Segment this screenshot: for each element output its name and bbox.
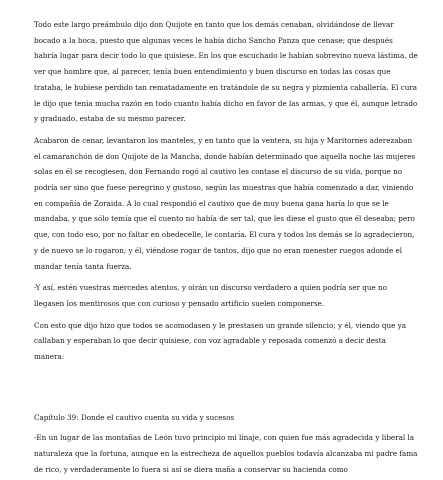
- paragraph-1: Todo este largo preámbulo dijo don Quijote en tanto que los demás cenaban, olvidándose de llevar bocado a la boca, puesto que algunas veces le había dicho Sancho Panza que cenase; que después habría lugar para decir todo lo que quisiese. En los que escuchado le habían sobrevino nueva lástima, de ver que hombre que, al parecer, tenía buen entendimiento y buen discurso en todas las cosas que trataba, le hubiese perdido tan rematadamente en tratándole de su negra y pizmienta caballería. El cura le dijo que tenía mucha razón en todo cuanto había dicho en favor de las armas, y que él, aunque letrado y graduado, estaba de su mesmo parecer.: [34, 20, 418, 124]
- document-body: [34, 17, 418, 480]
- chapter-paragraph-1: -En un lugar de las montañas de León tuvo principio mi linaje, con quien fue más agradecida y liberal la naturaleza que la fortuna, aunque en la estrecheza de aquellos pueblos todavía alcanzaba mi padre fama de rico, y verdaderamente lo fuera si así se diera maña a conservar su hacienda como: [34, 433, 418, 474]
- chapter-title: Capítulo 39: Donde el cautivo cuenta su vida y sucesos: [34, 412, 235, 422]
- paragraph-3: -Y así, estén vuestras mercedes atentos, y oirán un discurso verdadero a quien podría ser que no llegasen los mentirosos que con curioso y pensado artificio suelen componerse.: [34, 283, 388, 308]
- paragraph-2: Acabaron de cenar, levantaron los manteles, y en tanto que la ventera, su hija y Maritornes aderezaban el camaranchón de don Quijote de la Mancha, donde habían determinado que aquella noche las mujeres solas en él se recogiesen, don Fernando rogó al cautivo les contase el discurso de su vida, porque no podría ser sino que fuese peregrino y gustoso, según las muestras que había comenzado a dar, viniendo en compañía de Zoraida. A lo cual respondió el cautivo que de muy buena gana haría lo que se le mandaba, y que sólo temía que el cuento no había de ser tal, que les diese el gusto que él deseaba; pero que, con todo eso, por no faltar en obedecelle, le contaría. El cura y todos los demás se lo agradecieron, y de nuevo se lo rogaron; y él, viéndose rogar de tantos, dijo que no eran menester ruegos adonde el mandar tenía tanta fuerza.: [34, 135, 416, 271]
- paragraph-4: Con esto que dijo hizo que todos se acomodasen y le prestasen un grande silencio; y él, viendo que ya callaban y esperaban lo que decir quisiese, con voz agradable y reposada comenzó a decir desta manera:: [34, 320, 407, 362]
